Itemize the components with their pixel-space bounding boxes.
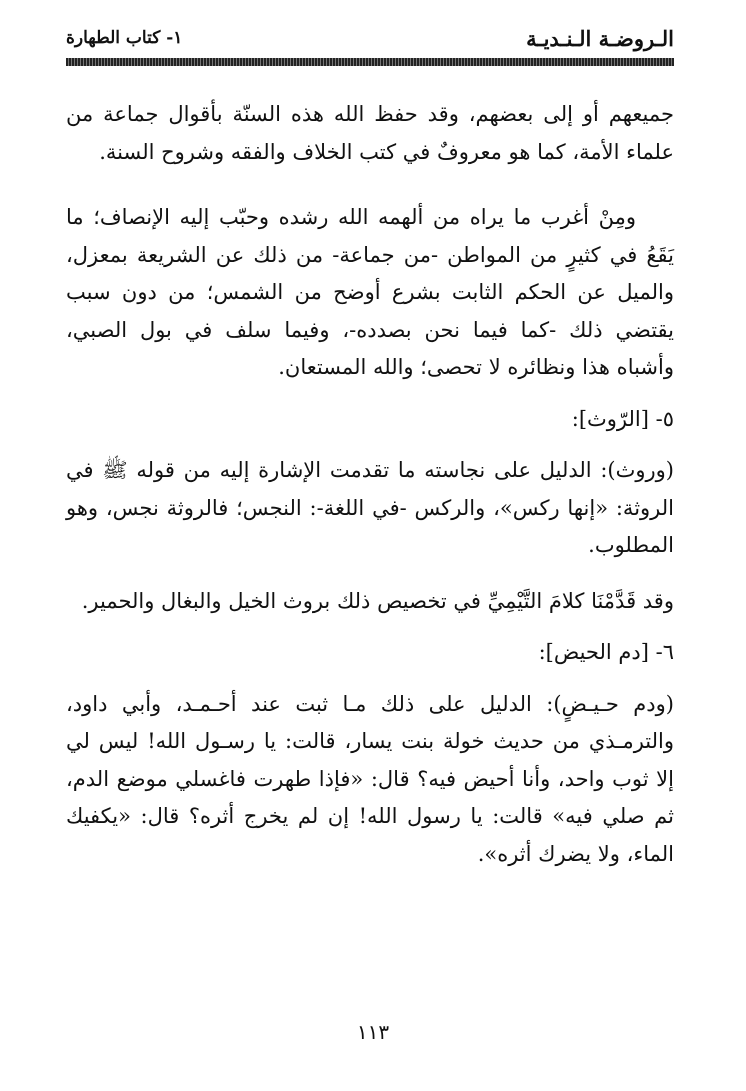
paragraph: وقد قَدَّمْنَا كلامَ التَّيْمِيِّ في تخصيص ذلك بروث الخيل والبغال والحمير. (81, 588, 674, 613)
section-heading-hayd: ٦- [دم الحيض]: (538, 640, 674, 664)
paragraph: ومِنْ أغرب ما يراه من ألهمه الله رشده وحبّب إليه الإنصاف؛ ما يَقَعُ في كثيرٍ من المواطن -من جماعة- من ذلك عن الشريعة بمعزل، والميل عن الحكم الثابت بشرع أوضح من الشمس؛ من دون سبب يقتضي ذلك -كما فيما نحن بصدده-، وفيما سلف في بول الصبي، وأشباه هذا ونظائره لا تحصى؛ والله المستعان. (66, 205, 674, 379)
chapter-title: ١- كتاب الطهارة (66, 28, 183, 48)
page-body (66, 96, 674, 873)
running-title: الـروضـة الـنـديـة (526, 26, 674, 51)
paragraph: (ودم حـيـضٍ): الدليل على ذلك مـا ثبت عند أحـمـد، وأبي داود، والترمـذي من حديث خولة بنت يسار، قالت: يا رسـول الله! ليس لي إلا ثوب واحد، وأنا أحيض فيه؟ قال: «فإذا طهرت فاغسلي موضع الدم، ثم صلي فيه» قالت: يا رسول الله! إن لم يخرج أثره؟ قال: «يكفيك الماء، ولا يضرك أثره». (66, 691, 674, 866)
header-rule (66, 58, 674, 66)
paragraph: (وروث): الدليل على نجاسته ما تقدمت الإشارة إليه من قوله ﷺ في الروثة: «إنها ركس»، والركس -في اللغة-: النجس؛ فالروثة نجس، وهو المطلوب. (66, 458, 674, 557)
page-header (66, 22, 674, 62)
page-number: ١١٣ (356, 1020, 390, 1044)
paragraph: جميعهم أو إلى بعضهم، وقد حفظ الله هذه السنّة بأقوال جماعة من علماء الأمة، كما هو معروفٌ في كتب الخلاف والفقه وشروح السنة. (66, 102, 674, 164)
section-heading-rawth: ٥- [الرّوث]: (571, 406, 674, 431)
